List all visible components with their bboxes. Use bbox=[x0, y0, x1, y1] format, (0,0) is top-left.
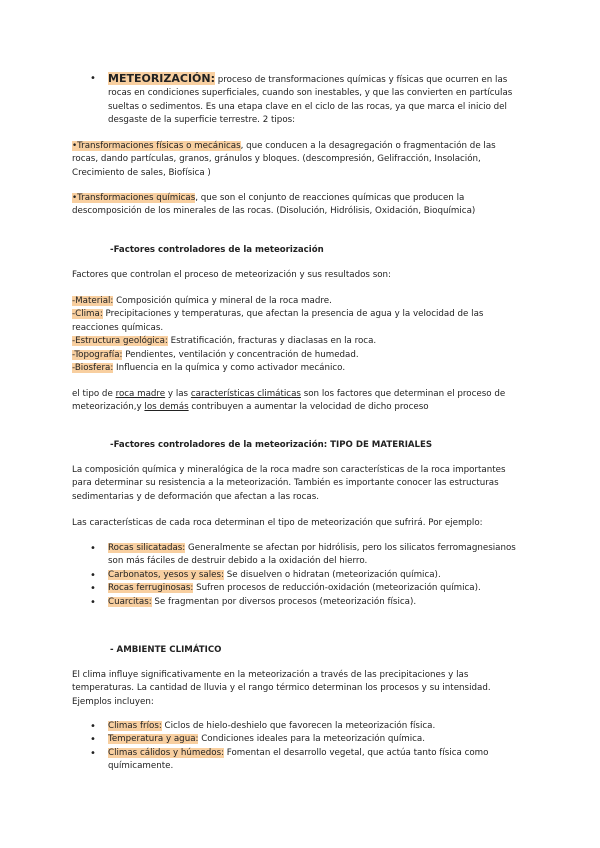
factor-estructura bbox=[72, 335, 522, 348]
type-physical-text: , que conducen a la desagregación o fragmentación de las rocas, dando partículas, granos, gránulos y bloques. (descompresión, Gelifracción, Insolación, Crecimiento de sales, Biofísica ) bbox=[72, 141, 496, 178]
section3-para: El clima influye significativamente en la meteorización a través de las precipitaciones y las temperaturas. La cantidad de lluvia y el rango térmico determinan los procesos y su intensidad. Ejemplos incluyen: bbox=[72, 670, 491, 707]
factor-material bbox=[72, 295, 522, 308]
section2-para1: La composición química y mineralógica de la roca madre son características de la roca importantes para determinar su resistencia a la meteorización. También es importante conocer las estructuras sedimentarias y de deformación que afectan a las rocas. bbox=[72, 465, 506, 502]
factor-clima-text: Precipitaciones y temperaturas, que afectan la presencia de agua y la velocidad de las reacciones químicas. bbox=[72, 309, 484, 333]
factors-list bbox=[72, 295, 522, 375]
material-text: Se fragmentan por diversos procesos (meteorización física). bbox=[151, 596, 417, 607]
climate-text: Fomentan el desarrollo vegetal, que actúa tanto física como químicamente. bbox=[108, 747, 489, 772]
closing-underline-demas: los demás bbox=[144, 402, 189, 413]
factor-material-text: Composición química y mineral de la roca madre. bbox=[113, 296, 332, 306]
material-item bbox=[90, 596, 522, 609]
section2-para2: Las características de cada roca determinan el tipo de meteorización que sufrirá. Por ejemplo: bbox=[72, 518, 483, 528]
type-chemical-text: , que son el conjunto de reacciones químicas que producen la descomposición de los minerales de las rocas. (Disolución, Hidrólisis, Oxidación, Bioquímica) bbox=[72, 193, 476, 217]
section1-intro: Factores que controlan el proceso de meteorización y sus resultados son: bbox=[72, 270, 391, 280]
climate-text: Ciclos de hielo-deshielo que favorecen la meteorización física. bbox=[161, 721, 436, 731]
factor-material-label: -Material: bbox=[72, 296, 114, 306]
material-item bbox=[90, 542, 522, 569]
section3-heading: - AMBIENTE CLIMÁTICO bbox=[110, 645, 222, 655]
climate-item bbox=[90, 720, 522, 733]
type-physical-label: •Transformaciones físicas o mecánicas bbox=[72, 141, 241, 151]
factor-biosfera-label: -Biosfera: bbox=[72, 363, 114, 374]
factor-biosfera bbox=[72, 362, 522, 375]
term-meteorizacion: METEORIZACIÓN: bbox=[108, 72, 216, 85]
intro-text: proceso de transformaciones químicas y físicas que ocurren en las rocas en condiciones superficiales, cuando son inestables, y que las convierten en partículas sueltas o sedimentos. Es una etapa clave en el ciclo de las rocas, ya que marca el inicio del desgaste de la superficie terrestre. 2 tipos: bbox=[108, 75, 513, 126]
factor-topografia bbox=[72, 349, 522, 362]
closing-part3: son los factores que determinan el proceso de meteorización,y bbox=[72, 389, 506, 413]
factor-topografia-text: Pendientes, ventilación y concentración de humedad. bbox=[122, 349, 359, 360]
closing-underline-roca: roca madre bbox=[115, 389, 166, 399]
intro-item bbox=[90, 72, 520, 128]
material-label: Rocas silicatadas: bbox=[108, 543, 186, 553]
closing-underline-clima: características climáticas bbox=[190, 389, 301, 399]
factor-clima bbox=[72, 308, 522, 335]
materials-list bbox=[90, 542, 522, 609]
factor-topografia-label: -Topografía: bbox=[72, 349, 123, 360]
type-chemical bbox=[72, 192, 522, 219]
material-label: Cuarcitas: bbox=[108, 596, 152, 607]
material-text: Se disuelven o hidratan (meteorización química). bbox=[223, 569, 441, 580]
factor-estructura-text: Estratificación, fracturas y diaclasas en la roca. bbox=[167, 336, 377, 347]
climate-item bbox=[90, 733, 522, 746]
type-physical bbox=[72, 140, 522, 180]
section1-heading: -Factores controladores de la meteorización bbox=[110, 245, 324, 255]
material-item bbox=[90, 582, 522, 595]
closing-part2: y las bbox=[165, 389, 191, 399]
closing-part1: el tipo de bbox=[72, 389, 116, 399]
climate-text: Condiciones ideales para la meteorización química. bbox=[198, 734, 426, 745]
type-chemical-label: •Transformaciones químicas bbox=[72, 193, 196, 203]
climate-label: Temperatura y agua: bbox=[108, 734, 199, 745]
factor-estructura-label: -Estructura geológica: bbox=[72, 336, 168, 347]
climate-label: Climas cálidos y húmedos: bbox=[108, 747, 225, 758]
material-label: Rocas ferruginosas: bbox=[108, 583, 194, 594]
material-text: Sufren procesos de reducción-oxidación (meteorización química). bbox=[193, 583, 481, 594]
factor-clima-label: -Clima: bbox=[72, 309, 103, 320]
climate-item bbox=[90, 747, 522, 774]
climate-label: Climas fríos: bbox=[108, 721, 162, 731]
intro-list bbox=[90, 72, 520, 128]
section2-heading: -Factores controladores de la meteorización: TIPO DE MATERIALES bbox=[110, 440, 433, 450]
material-text: Generalmente se afectan por hidrólisis, pero los silicatos ferromagnesianos son más fáciles de destruir debido a la oxidación del hierro. bbox=[108, 543, 516, 567]
closing-part4: contribuyen a aumentar la velocidad de dicho proceso bbox=[188, 402, 429, 413]
material-item bbox=[90, 569, 522, 582]
factor-biosfera-text: Influencia en la química y como activador mecánico. bbox=[113, 363, 346, 374]
material-label: Carbonatos, yesos y sales: bbox=[108, 569, 224, 580]
climate-list bbox=[90, 720, 522, 774]
section1-closing bbox=[72, 388, 522, 415]
